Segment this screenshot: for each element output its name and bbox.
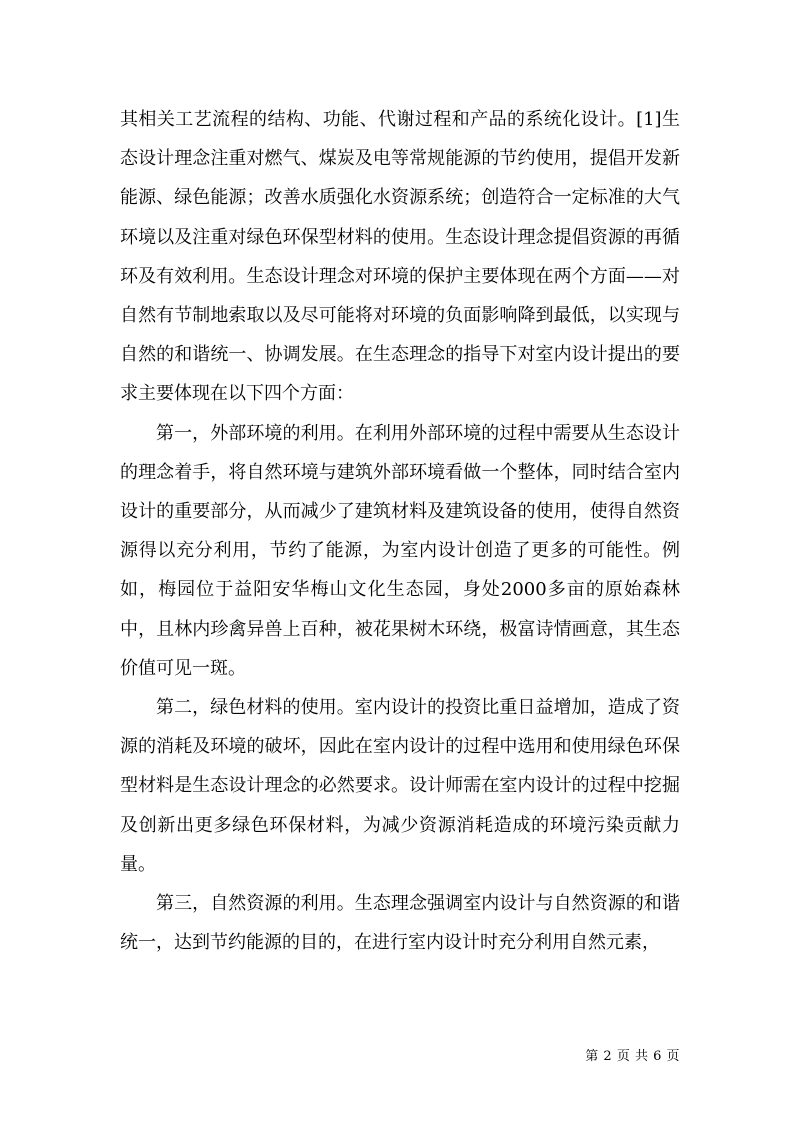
paragraph-second-point: 第二，绿色材料的使用。室内设计的投资比重日益增加，造成了资源的消耗及环境的破坏，因此在室内设计的过程中选用和使用绿色环保型材料是生态设计理念的必然要求。设计师需在室内设计的过程中挖掘及创新出更多绿色环保材料，为减少资源消耗造成的环境污染贡献力量。 bbox=[120, 697, 680, 875]
page-number: 第 2 页 共 6 页 bbox=[585, 1049, 680, 1064]
document-body bbox=[120, 100, 680, 962]
paragraph-third-point: 第三，自然资源的利用。生态理念强调室内设计与自然资源的和谐统一，达到节约能源的目的，在进行室内设计时充分利用自然元素， bbox=[120, 893, 680, 954]
paragraph-first-point: 第一，外部环境的利用。在利用外部环境的过程中需要从生态设计的理念着手，将自然环境与建筑外部环境看做一个整体，同时结合室内设计的重要部分，从而减少了建筑材料及建筑设备的使用，使得自然资源得以充分利用，节约了能源，为室内设计创造了更多的可能性。例如，梅园位于益阳安华梅山文化生态园，身处2000多亩的原始森林中，且林内珍禽异兽上百种，被花果树木环绕，极富诗情画意，其生态价值可见一斑。 bbox=[120, 422, 680, 679]
paragraph-continuation: 其相关工艺流程的结构、功能、代谢过程和产品的系统化设计。[1]生态设计理念注重对燃气、煤炭及电等常规能源的节约使用，提倡开发新能源、绿色能源；改善水质强化水资源系统；创造符合一定标准的大气环境以及注重对绿色环保型材料的使用。生态设计理念提倡资源的再循环及有效利用。生态设计理念对环境的保护主要体现在两个方面——对自然有节制地索取以及尽可能将对环境的负面影响降到最低，以实现与自然的和谐统一、协调发展。在生态理念的指导下对室内设计提出的要求主要体现在以下四个方面： bbox=[120, 109, 680, 405]
